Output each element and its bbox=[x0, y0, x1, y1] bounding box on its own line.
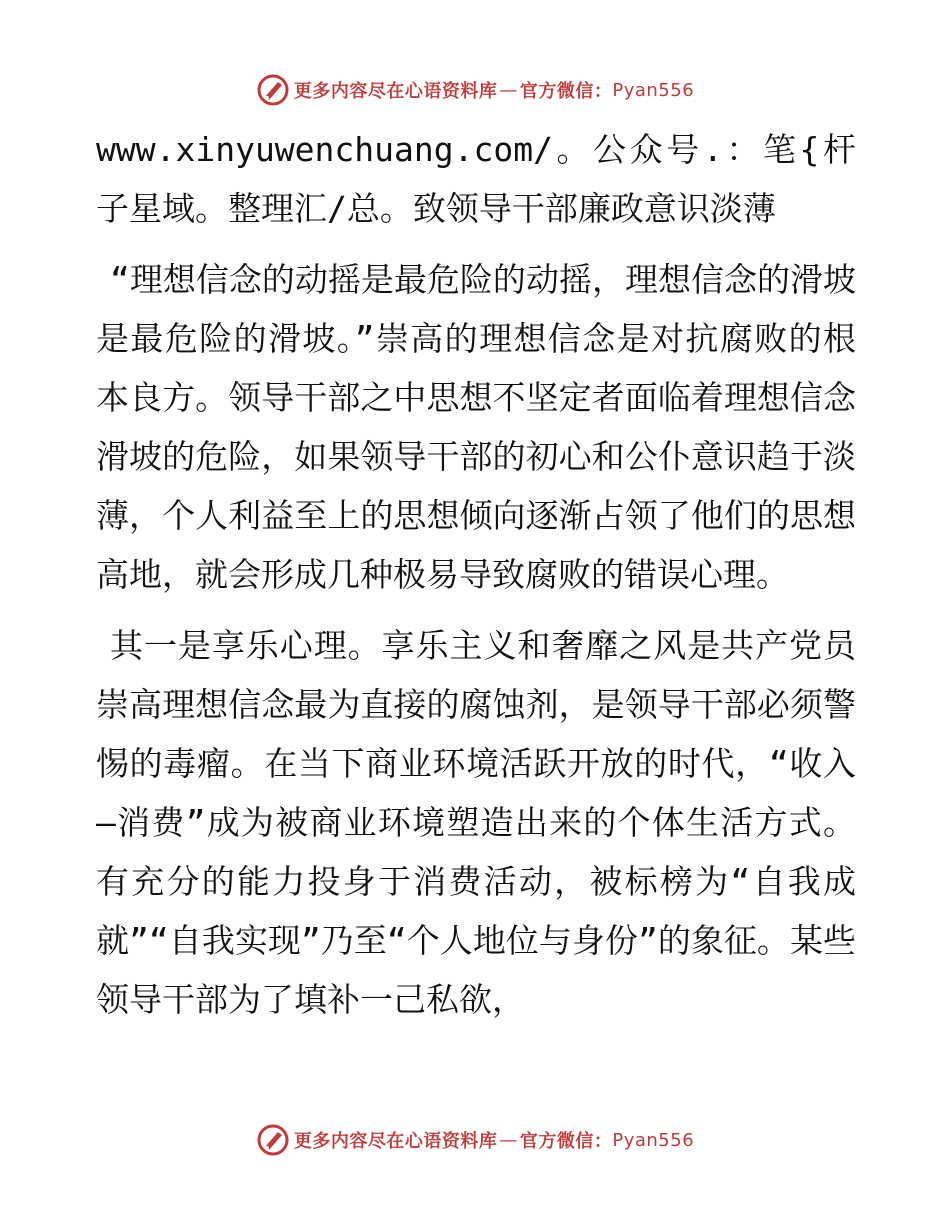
pen-circle-icon bbox=[256, 1123, 290, 1157]
watermark-wechat-id: Pyan556 bbox=[612, 1129, 695, 1151]
header-watermark bbox=[0, 70, 950, 110]
watermark-main-text: 更多内容尽在心语资料库 bbox=[293, 1131, 498, 1152]
watermark-official-label: 官方微信： bbox=[519, 1131, 613, 1152]
watermark-wechat-id: Pyan556 bbox=[612, 79, 695, 101]
paragraph-header-line: www.xinyuwenchuang.com/。公众号.：笔{杆子星域。整理汇/总。致领导干部廉政意识淡薄 bbox=[96, 130, 856, 228]
pen-circle-icon bbox=[256, 73, 290, 107]
watermark-dash: — bbox=[499, 1129, 518, 1151]
watermark-official-label: 官方微信： bbox=[519, 81, 613, 102]
document-body bbox=[96, 120, 856, 1041]
paragraph-hedonism: 其一是享乐心理。享乐主义和奢靡之风是共产党员崇高理想信念最为直接的腐蚀剂，是领导干部必须警惕的毒瘤。在当下商业环境活跃开放的时代，“收入—消费”成为被商业环境塑造出来的个体生活方式。有充分的能力投身于消费活动，被标榜为“自我成就”“自我实现”乃至“个人地位与身份”的象征。某些领导干部为了填补一己私欲， bbox=[96, 626, 856, 1019]
paragraph-ideals: “理想信念的动摇是最危险的动摇，理想信念的滑坡是最危险的滑坡。”崇高的理想信念是对抗腐败的根本良方。领导干部之中思想不坚定者面临着理想信念滑坡的危险，如果领导干部的初心和公仆意识趋于淡薄，个人利益至上的思想倾向逐渐占领了他们的思想高地，就会形成几种极易导致腐败的错误心理。 bbox=[96, 260, 856, 594]
watermark-dash: — bbox=[499, 79, 518, 101]
footer-watermark bbox=[0, 1120, 950, 1160]
watermark-main-text: 更多内容尽在心语资料库 bbox=[293, 81, 498, 102]
